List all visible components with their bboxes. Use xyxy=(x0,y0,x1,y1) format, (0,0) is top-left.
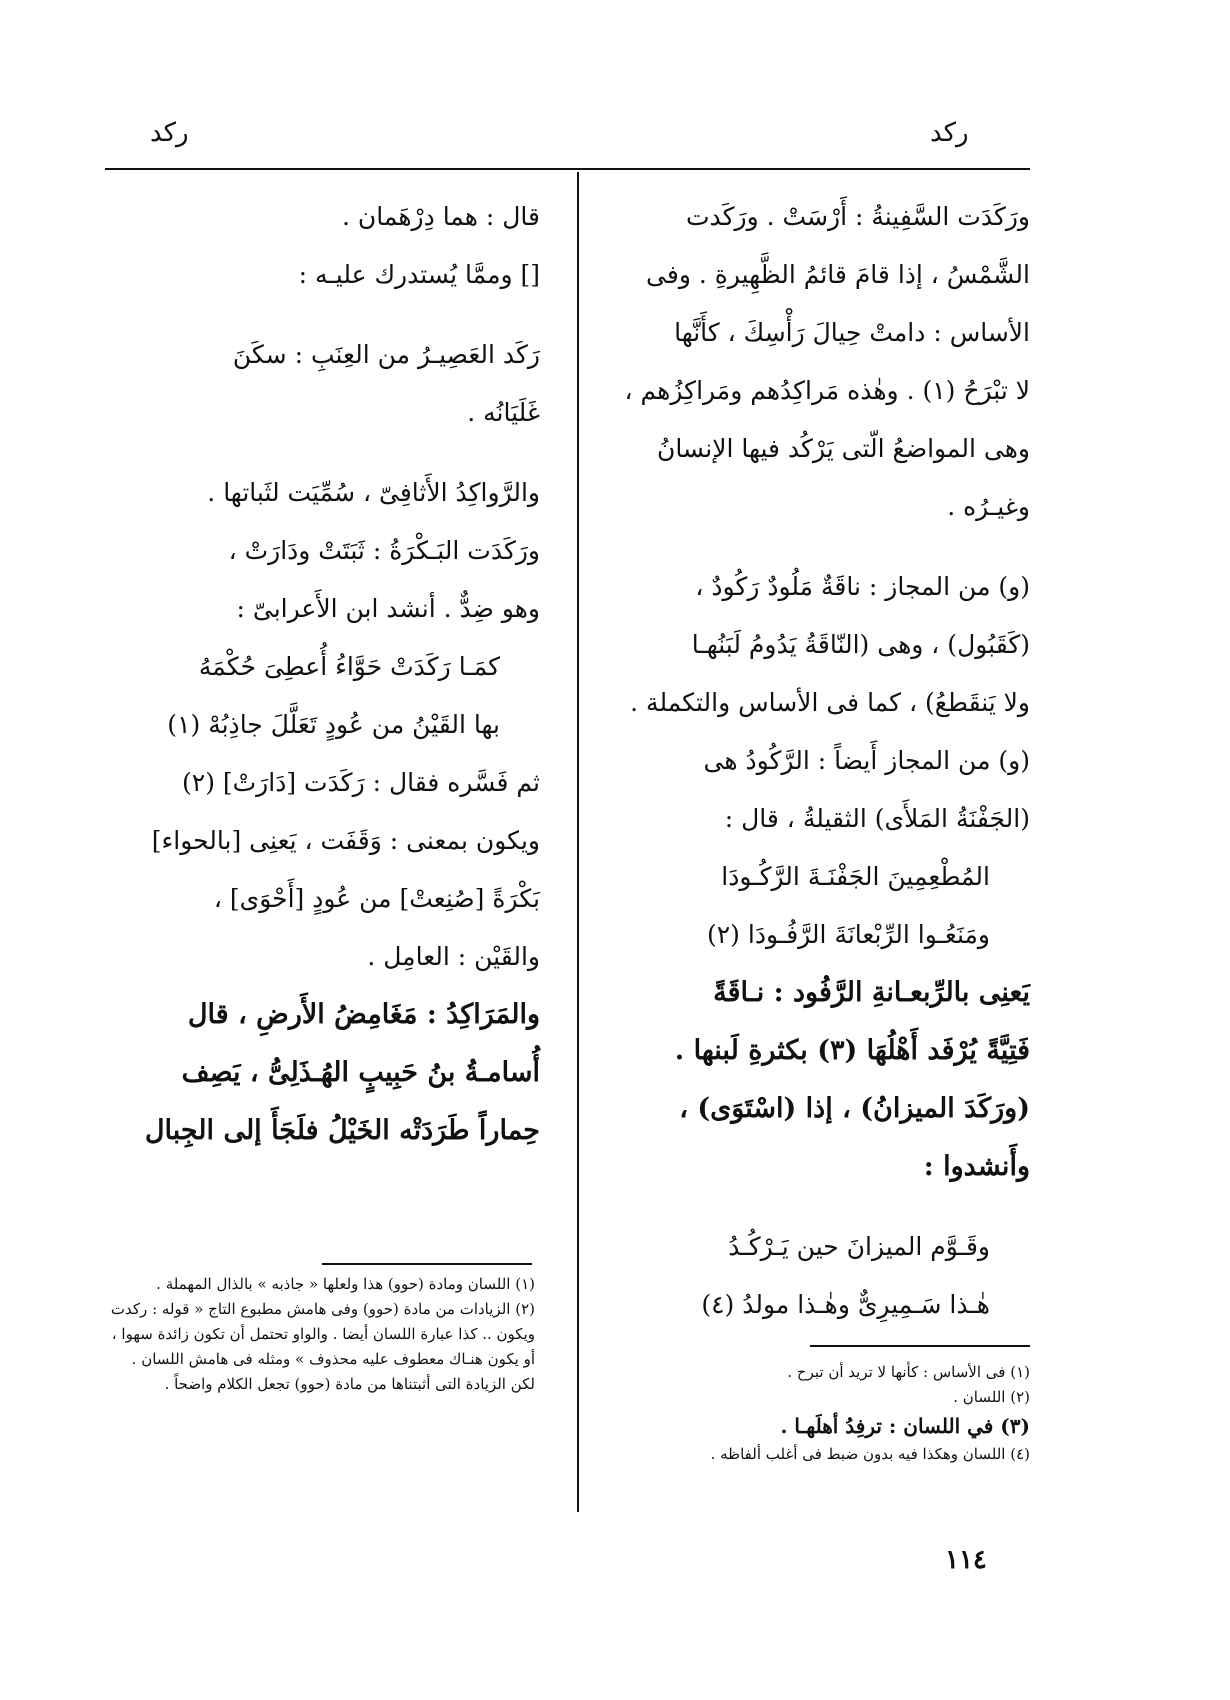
text-line: وهو ضِدٌّ . أنشد ابن الأَعرابىّ : xyxy=(236,594,540,623)
text-line: أُسامـةُ بنُ حَبِيبٍ الهُـذَلِىُّ ، يَصِف xyxy=(181,1057,540,1088)
text-line: ولا يَنقَطعُ) ، كما فى الأساس والتكملة . xyxy=(630,688,1030,717)
footnote: (٢) اللسان . xyxy=(953,1388,1030,1406)
left-column xyxy=(105,188,540,1160)
verse-line: بها القَيْنُ من عُودٍ تَعَلَّلَ جاذِبُهْ (١) xyxy=(167,710,500,739)
text-line: ويكون بمعنى : وَقَفَت ، يَعنِى [بالحواء] xyxy=(151,826,540,855)
text-line: ثم فَسَّره فقال : رَكَدَت [دَارَتْ] (٢) xyxy=(181,768,540,797)
footnotes-right xyxy=(600,1360,1030,1467)
text-line: رَكَد العَصِيـرُ من العِنَبِ : سكَنَ xyxy=(232,340,540,369)
page-number: ١١٤ xyxy=(945,1545,987,1575)
text-line: [] وممَّا يُستدرك عليـه : xyxy=(298,260,540,289)
header-rule xyxy=(105,168,1030,170)
footnote-rule-left xyxy=(322,1263,532,1265)
verse-line: ومَنَعُـوا الرِّبْعانَةَ الرَّفُـودَا (٢) xyxy=(706,920,990,949)
verse-line: المُطْعِمِينَ الجَفْنَـةَ الرَّكُـودَا xyxy=(721,862,990,891)
footnote: (١) فى الأساس : كأنها لا تريد أن تبرح . xyxy=(787,1363,1030,1381)
text-line: يَعنِى بالرِّبعـانةِ الرَّفُود : نـاقَةً xyxy=(713,977,1030,1008)
text-line: (و) من المجاز : ناقَةٌ مَلُودٌ رَكُودٌ ، xyxy=(695,572,1030,601)
verse-line: هٰـذا سَـمِيرِىٌّ وهٰـذا مولدُ (٤) xyxy=(701,1290,990,1319)
text-line: ورَكَدَت السَّفِينةُ : أَرْسَتْ . ورَكَدت xyxy=(685,202,1030,231)
footnote: (١) اللسان ومادة (حوو) هذا ولعلها « جاذبه » بالذال المهملة . xyxy=(156,1275,535,1293)
footnote: (٣) في اللسان : ترفِدُ أهلَهـا . xyxy=(780,1414,1030,1438)
verse-line: كمَـا رَكَدَتْ حَوَّاءُ أُعطِىَ حُكْمَهُ xyxy=(198,652,500,681)
text-line: (و) من المجاز أَيضاً : الرَّكُودُ هى xyxy=(703,746,1030,775)
footnote: (٢) الزيادات من مادة (حوو) وفى هامش مطبوع التاج « قوله : ركدت ويكون .. كذا عبارة اللسان أيضا . والواو تحتمل أن تكون زائدة سهوا ، أو يكون هنـاك معطوف عليه محذوف » ومثله فى هامش اللسان . لكن الزيادة التى أثبتناها من مادة (حوو) تجعل الكلام واضحاً . xyxy=(110,1300,535,1393)
right-column xyxy=(600,188,1030,1334)
text-line: حِماراً طَرَدَتْه الخَيْلُ فلَجَأَ إلى الجِبال xyxy=(144,1115,540,1146)
text-line: وهى المواضعُ الّتى يَرْكُد فيها الإنسانُ xyxy=(656,434,1030,463)
text-line: والرَّواكِدُ الأَثافِىّ ، سُمِّيَت لثَباتها . xyxy=(207,478,540,507)
column-divider xyxy=(577,172,579,1512)
text-line: لا تبْرَحُ (١) . وهٰذه مَراكِدُهم ومَراكِزُهم ، xyxy=(624,376,1030,405)
text-line: وغيـرُه . xyxy=(947,492,1030,521)
text-line: وأَنشدوا : xyxy=(923,1151,1030,1182)
running-header-left: ركد xyxy=(150,118,189,148)
text-line: (ورَكَدَ الميزانُ) ، إذا (اسْتَوَى) ، xyxy=(679,1093,1030,1124)
text-line: والمَرَاكِدُ : مَغَامِضُ الأَرضِ ، قال xyxy=(187,999,540,1030)
text-line: بَكْرَةً [صُنِعتْ] من عُودٍ [أَحْوَى] ، xyxy=(213,884,540,913)
footnote: (٤) اللسان وهكذا فيه بدون ضبط فى أغلب ألفاظه . xyxy=(710,1445,1030,1463)
text-line: غَلَيَانُه . xyxy=(467,398,540,427)
text-line: الشَّمْسُ ، إذا قامَ قائمُ الظَّهِيرةِ . وفى xyxy=(646,260,1030,289)
text-line: والقَيْن : العامِل . xyxy=(367,942,540,971)
running-header-right: ركد xyxy=(930,118,969,148)
text-line: (كَقَبُول) ، وهى (النّاقَةُ يَدُومُ لَبَنُهـا xyxy=(691,630,1030,659)
footnote-rule-right xyxy=(810,1345,1030,1347)
verse-line: وقَـوَّم الميزانَ حين يَـرْكُـدُ xyxy=(728,1232,990,1261)
text-line: ورَكَدَت البَـكْرَةُ : ثَبَتَتْ ودَارَتْ ، xyxy=(228,536,540,565)
text-line: الأساس : دامتْ حِيالَ رَأْسِكَ ، كأَنَّها xyxy=(674,318,1030,347)
text-line: قال : هما دِرْهَمان . xyxy=(342,202,540,231)
text-line: (الجَفْنَةُ المَلأَى) الثقيلةُ ، قال : xyxy=(724,804,1030,833)
footnotes-left xyxy=(105,1272,535,1397)
text-line: فَتِيَّةً يُرْفَد أَهْلُهَا (٣) بكثرةِ لَبنها . xyxy=(674,1035,1030,1066)
